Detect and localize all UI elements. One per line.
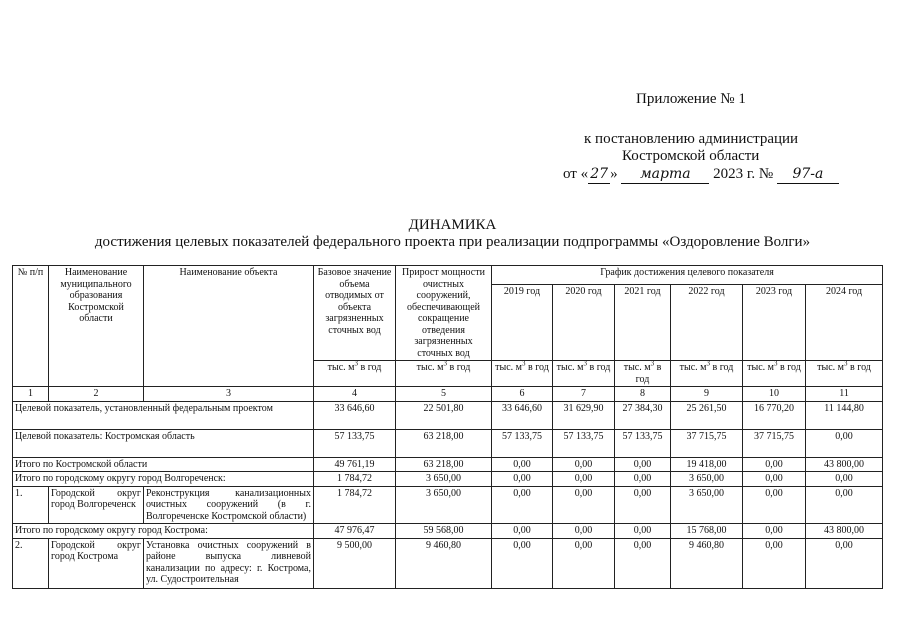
value-cell: 0,00 [492,486,553,524]
col-header-increase: Прирост мощности очистных сооружений, обеспечивающей сокращение отведения загрязненных сточных вод [396,266,492,361]
unit-cell: тыс. $м^3$ в год [671,361,743,387]
value-cell: 0,00 [806,429,883,457]
value-cell: 57 133,75 [492,429,553,457]
document-title: ДИНАМИКА [408,217,497,233]
col-number: 9 [671,387,743,402]
value-cell: 0,00 [492,472,553,487]
value-cell: 0,00 [743,538,806,588]
target-indicators-table [12,265,883,589]
value-cell: 0,00 [615,457,671,472]
value-cell: 59 568,00 [396,524,492,539]
value-cell: 43 800,00 [806,524,883,539]
municipality-cell: Городской округ город Волгореченск [49,486,144,524]
col-number: 8 [615,387,671,402]
value-cell: 37 715,75 [671,429,743,457]
value-cell: 0,00 [553,538,615,588]
col-number: 6 [492,387,553,402]
col-number: 2 [49,387,144,402]
value-cell: 1 784,72 [314,486,396,524]
table-row-federal [13,401,883,429]
value-cell: 9 460,80 [671,538,743,588]
col-number: 10 [743,387,806,402]
value-cell: 0,00 [743,472,806,487]
col-header-schedule: График достижения целевого показателя [492,266,883,285]
value-cell: 0,00 [806,472,883,487]
col-header-municipality: Наименование муниципального образования Костромской области [49,266,144,387]
value-cell: 31 629,90 [553,401,615,429]
col-number: 4 [314,387,396,402]
value-cell: 15 768,00 [671,524,743,539]
col-header-object: Наименование объекта [144,266,314,387]
value-cell: 0,00 [615,524,671,539]
col-header-num: № п/п [13,266,49,387]
value-cell: 0,00 [615,472,671,487]
row-label: Целевой показатель, установленный федеральным проектом [13,401,314,429]
unit-cell: тыс. $м^3$ в год [492,361,553,387]
date-day-handwritten: 27 [588,165,610,184]
value-cell: 0,00 [553,472,615,487]
value-cell: 3 650,00 [396,486,492,524]
date-month-handwritten: марта [621,165,709,184]
row-number: 2. [13,538,49,588]
value-cell: 47 976,47 [314,524,396,539]
date-prefix: от « [563,166,589,182]
value-cell: 0,00 [806,538,883,588]
col-number: 11 [806,387,883,402]
column-numbers-row [13,387,883,402]
value-cell: 33 646,60 [314,401,396,429]
value-cell: 57 133,75 [553,429,615,457]
table-row-total-region [13,457,883,472]
col-header-base: Базовое значение объема отводимых от объекта загрязненных сточных вод [314,266,396,361]
table-row-1 [13,486,883,524]
value-cell: 0,00 [743,457,806,472]
year-2024: 2024 год [806,285,883,361]
date-mid: » [610,166,618,182]
unit-cell: тыс. $м^3$ в год [553,361,615,387]
date-year: 2023 г. № [713,166,774,182]
table-row-total-kostroma [13,524,883,539]
header-row-1 [13,266,883,285]
unit-cell: тыс. $м^3$ в год [314,361,396,387]
value-cell: 25 261,50 [671,401,743,429]
value-cell: 49 761,19 [314,457,396,472]
year-2023: 2023 год [743,285,806,361]
year-2020: 2020 год [553,285,615,361]
value-cell: 3 650,00 [396,472,492,487]
col-number: 5 [396,387,492,402]
doc-number-handwritten: 97-а [777,165,839,184]
value-cell: 63 218,00 [396,429,492,457]
year-2019: 2019 год [492,285,553,361]
col-number: 1 [13,387,49,402]
value-cell: 0,00 [492,457,553,472]
document-subtitle: достижения целевых показателей федерального проекта при реализации подпрограммы «Оздоровление Волги» [94,234,811,250]
value-cell: 0,00 [615,486,671,524]
value-cell: 19 418,00 [671,457,743,472]
value-cell: 43 800,00 [806,457,883,472]
object-cell: Реконструкция канализационных очистных сооружений (в г. Волгореченске Костромской области) [144,486,314,524]
col-number: 3 [144,387,314,402]
row-label: Итого по городскому округу город Волгореченск: [13,472,314,487]
resolution-line-2: Костромской области [622,148,760,164]
year-2022: 2022 год [671,285,743,361]
value-cell: 22 501,80 [396,401,492,429]
value-cell: 0,00 [492,524,553,539]
appendix-label: Приложение № 1 [636,91,746,107]
value-cell: 9 500,00 [314,538,396,588]
row-label: Целевой показатель: Костромская область [13,429,314,457]
value-cell: 0,00 [553,486,615,524]
unit-cell: тыс. $м^3$ в год [615,361,671,387]
row-number: 1. [13,486,49,524]
table-row-2 [13,538,883,588]
value-cell: 0,00 [743,524,806,539]
row-label: Итого по городскому округу город Кострома: [13,524,314,539]
table-row-kostroma-region [13,429,883,457]
value-cell: 0,00 [806,486,883,524]
value-cell: 27 384,30 [615,401,671,429]
value-cell: 37 715,75 [743,429,806,457]
value-cell: 0,00 [615,538,671,588]
unit-cell: тыс. $м^3$ в год [396,361,492,387]
row-label: Итого по Костромской области [13,457,314,472]
municipality-cell: Городской округ город Кострома [49,538,144,588]
value-cell: 63 218,00 [396,457,492,472]
value-cell: 0,00 [743,486,806,524]
value-cell: 16 770,20 [743,401,806,429]
value-cell: 3 650,00 [671,486,743,524]
unit-cell: тыс. $м^3$ в год [743,361,806,387]
value-cell: 57 133,75 [615,429,671,457]
resolution-date-line [563,165,839,184]
value-cell: 33 646,60 [492,401,553,429]
object-cell: Установка очистных сооружений в районе выпуска ливневой канализации по адресу: г. Кострома, ул. Судостроительная [144,538,314,588]
col-number: 7 [553,387,615,402]
value-cell: 0,00 [553,524,615,539]
unit-cell: тыс. $м^3$ в год [806,361,883,387]
year-2021: 2021 год [615,285,671,361]
value-cell: 0,00 [553,457,615,472]
value-cell: 1 784,72 [314,472,396,487]
value-cell: 9 460,80 [396,538,492,588]
value-cell: 0,00 [492,538,553,588]
table-row-total-volgorechensk [13,472,883,487]
resolution-line-1: к постановлению администрации [584,131,799,147]
value-cell: 3 650,00 [671,472,743,487]
value-cell: 57 133,75 [314,429,396,457]
value-cell: 11 144,80 [806,401,883,429]
